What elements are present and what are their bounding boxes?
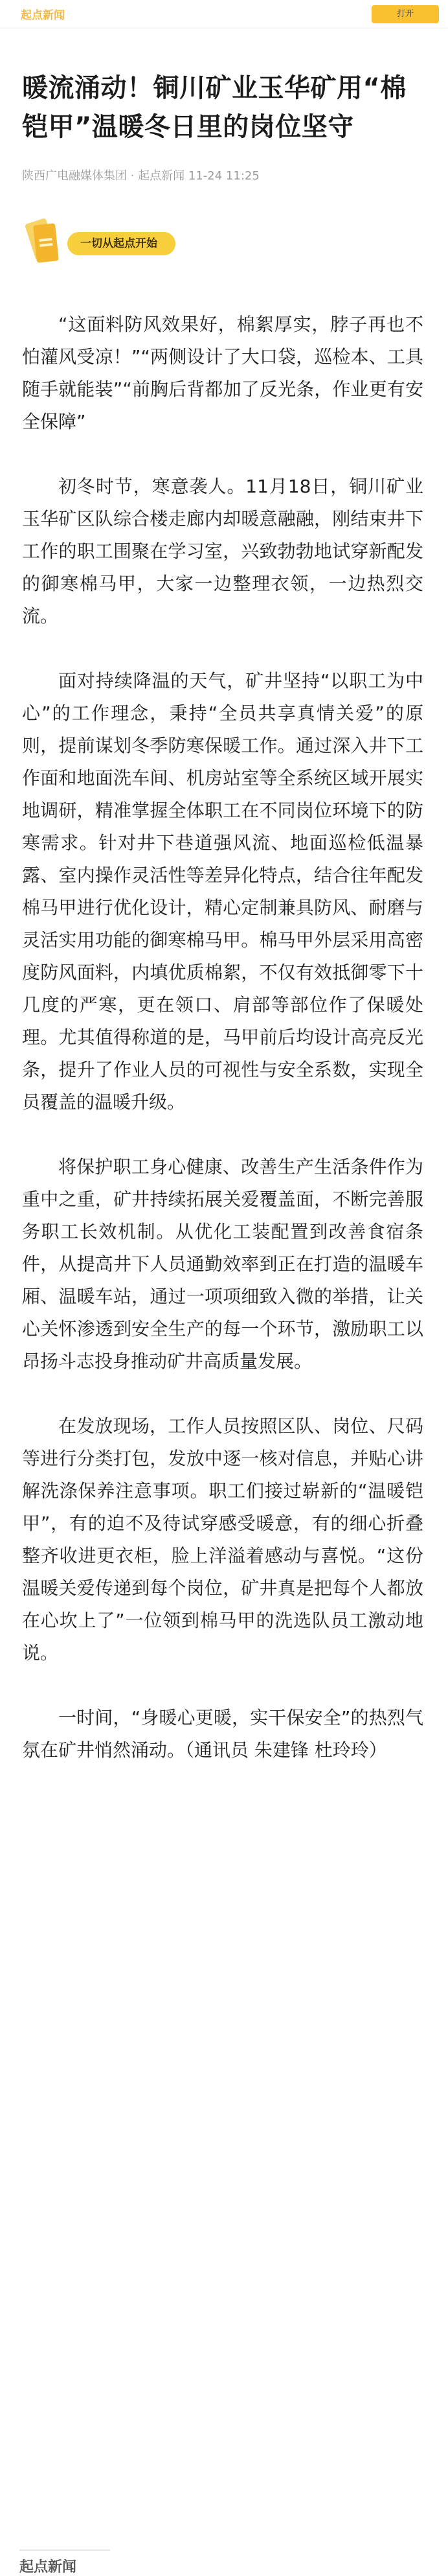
article-meta: 陕西广电融媒体集团 · 起点新闻 11-24 11:25 (22, 169, 260, 183)
paragraph: 将保护职工身心健康、改善生产生活条件作为重中之重，矿井持续拓展关爱覆盖面，不断完善服务职工长效机制。从优化工装配置到改善食宿条件，从提高井下人员通勤效率到正在打造的温暖车厢、温暖车站，通过一项项细致入微的举措，让关心关怀渗透到安全生产的每一个环节，激励职工以昂扬斗志投身推动矿井高质量发展。 (22, 1156, 423, 1372)
article (0, 29, 448, 1767)
footer-logo: 起点新闻 (19, 2549, 110, 2576)
paragraph: 一时间，“身暖心更暖，实干保安全”的热烈气氛在矿井悄然涌动。（通讯员 朱建锋 杜玲玲） (22, 1707, 423, 1761)
open-app-button[interactable]: 打开 (372, 5, 439, 23)
slogan-text: 一切从起点开始 (67, 232, 175, 255)
app-logo[interactable]: 起点新闻 (21, 9, 65, 22)
slogan-banner (22, 218, 423, 270)
paragraph: “这面料防风效果好，棉絮厚实，脖子再也不怕灌风受凉！”“两侧设计了大口袋，巡检本、工具随手就能装”“前胸后背都加了反光条，作业更有安全保障” (22, 314, 423, 432)
paragraph: 面对持续降温的天气，矿井坚持“以职工为中心”的工作理念，秉持“全员共享真情关爱”的原则，提前谋划冬季防寒保暖工作。通过深入井下工作面和地面洗车间、机房站室等全系统区域开展实地调研，精准掌握全体职工在不同岗位环境下的防寒需求。针对井下巷道强风流、地面巡检低温暴露、室内操作灵活性等差异化特点，结合往年配发棉马甲进行优化设计，精心定制兼具防风、耐磨与灵活实用功能的御寒棉马甲。棉马甲外层采用高密度防风面料，内填优质棉絮，不仅有效抵御零下十几度的严寒，更在领口、肩部等部位作了保暖处理。尤其值得称道的是，马甲前后均设计高亮反光条，提升了作业人员的可视性与安全系数，实现全员覆盖的温暖升级。 (22, 670, 423, 1113)
top-app-bar (0, 0, 448, 29)
paragraph: 在发放现场，工作人员按照区队、岗位、尺码等进行分类打包，发放中逐一核对信息，并贴心讲解洗涤保养注意事项。职工们接过崭新的“温暖铠甲”，有的迫不及待试穿感受暖意，有的细心折叠整齐收进更衣柜，脸上洋溢着感动与喜悦。“这份温暖关爱传递到每个岗位，矿井真是把每个人都放在心坎上了”一位领到棉马甲的洗选队员工激动地说。 (22, 1415, 423, 1664)
article-body (22, 308, 423, 1767)
paragraph: 初冬时节，寒意袭人。11月18日，铜川矿业玉华矿区队综合楼走廊内却暖意融融，刚结束井下工作的职工围聚在学习室，兴致勃勃地试穿新配发的御寒棉马甲，大家一边整理衣领，一边热烈交流。 (22, 476, 423, 627)
cards-icon (22, 218, 63, 270)
article-title: 暖流涌动！铜川矿业玉华矿用“棉铠甲”温暖冬日里的岗位坚守 (22, 73, 407, 142)
